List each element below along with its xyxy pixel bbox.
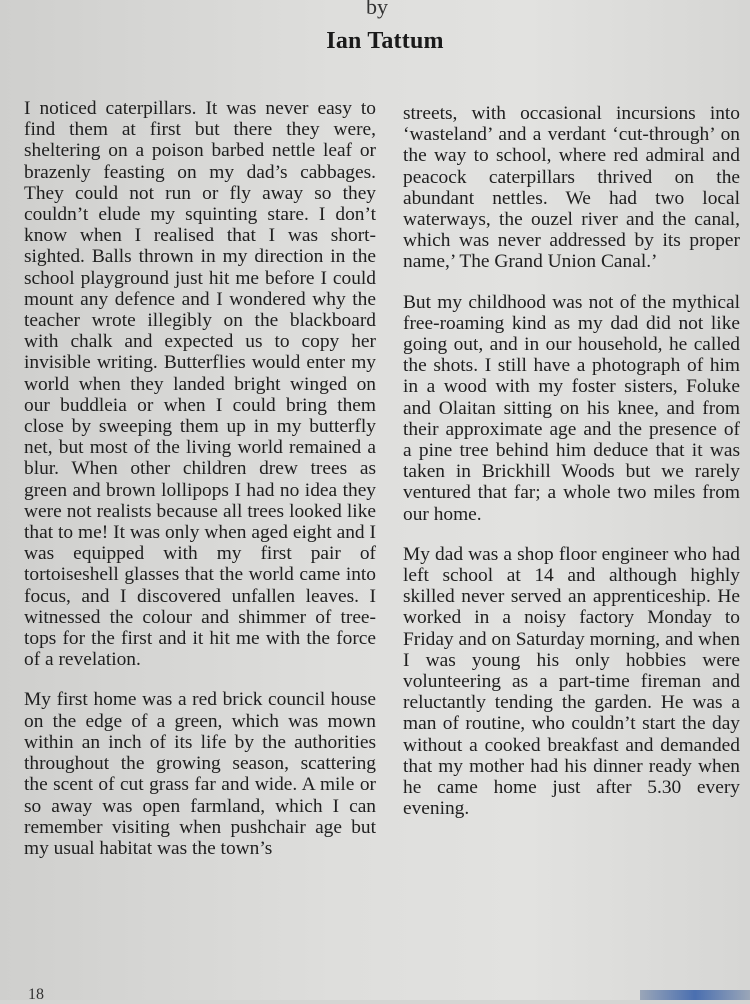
right-column	[403, 103, 740, 839]
paragraph: streets, with occasional incursions into ‘wasteland’ and a verdant ‘cut-through’ on the way to school, where red admiral and peacock caterpillars thrived on the abundant nettles. We had two local waterways, the ouzel river and the canal, which was never addressed by its proper name,’ The Grand Union Canal.’	[403, 103, 740, 273]
taskbar-strip	[640, 990, 750, 1000]
paragraph: I noticed caterpillars. It was never easy to find them at first but there they were, sheltering on a poison barbed nettle leaf or brazenly feasting on my dad’s cabbages. They could not run or fly away so they couldn’t elude my squinting stare. I don’t know when I realised that I was short-sighted. Balls thrown in my direction in the school playground just hit me before I could mount any defence and I wondered why the teacher wrote illegibly on the blackboard with chalk and expected us to copy her invisible writing. Butterflies would enter my world when they landed bright winged on our buddleia or when I could bring them close by sweeping them up in my butterfly net, but most of the living world remained a blur. When other children drew trees as green and brown lollipops I had no idea they were not realists because all trees looked like that to me! It was only when aged eight and I was equipped with my first pair of tortoiseshell glasses that the world came into focus, and I discovered unfallen leaves. I witnessed the colour and shimmer of tree-tops for the first and it hit me with the force of a revelation.	[24, 98, 376, 671]
paragraph: My first home was a red brick council house on the edge of a green, which was mown within an inch of its life by the authorities throughout the growing season, scattering the scent of cut grass far and wide. A mile or so away was open farmland, which I can remember visiting when pushchair age but my usual habitat was the town’s	[24, 689, 376, 859]
byline-fragment: by	[366, 0, 388, 19]
page-number: 18	[28, 986, 44, 1003]
paragraph: But my childhood was not of the mythical free-roaming kind as my dad did not like going out, and in our household, he called the shots. I still have a photograph of him in a wood with my foster sisters, Foluke and Olaitan sitting on his knee, and from their approximate age and the presence of a pine tree behind him deduce that it was taken in Brickhill Woods but we rarely ventured that far; a whole two miles from our home.	[403, 291, 740, 525]
author-name: Ian Tattum	[326, 28, 444, 54]
paragraph: My dad was a shop floor engineer who had left school at 14 and although highly skilled never served an apprenticeship. He worked in a noisy factory Monday to Friday and on Saturday morning, and when I was young his only hobbies were volunteering as a part-time fireman and reluctantly tending the garden. He was a man of routine, who couldn’t start the day without a cooked breakfast and demanded that my mother had his dinner ready when he came home just after 5.30 every evening.	[403, 543, 740, 820]
left-column	[24, 98, 376, 878]
